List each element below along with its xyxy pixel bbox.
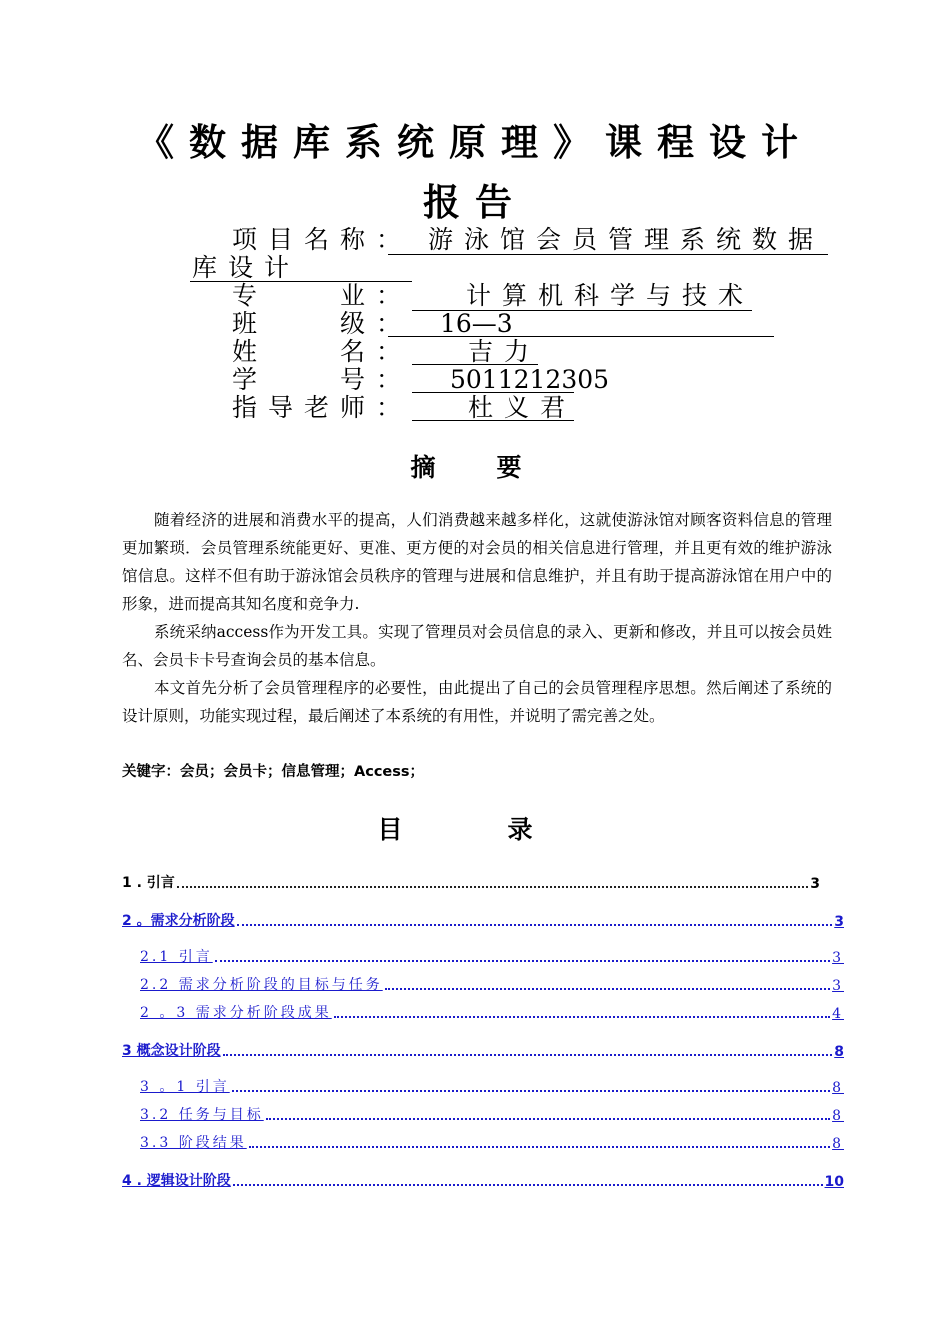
toc-item-2-1[interactable]: [140, 946, 844, 966]
toc-leader-dots: [334, 1016, 830, 1018]
toc-item-4[interactable]: [122, 1170, 844, 1190]
toc-item-2-2[interactable]: [140, 974, 844, 994]
toc-item-3-3[interactable]: [140, 1132, 844, 1152]
toc-leader-dots: [266, 1118, 830, 1120]
toc-page-number: 4: [832, 1006, 844, 1022]
toc-page-number: 3: [832, 950, 844, 966]
toc-item-label: 2.2 需求分析阶段的目标与任务: [140, 977, 383, 993]
toc-item-3[interactable]: [122, 1040, 844, 1060]
toc-item-2[interactable]: [122, 910, 844, 930]
teacher-label: 指导老师：: [232, 393, 413, 422]
toc-item-label: 2 。3 需求分析阶段成果: [140, 1005, 332, 1021]
major-value: 计算机科学与技术: [466, 281, 755, 310]
toc-page-number: 8: [834, 1044, 844, 1060]
toc-item-label: 4 . 逻辑设计阶段: [122, 1173, 231, 1189]
toc-item-2-3[interactable]: [140, 1002, 844, 1022]
class-label: 班 级：: [232, 309, 413, 338]
student-id-value: 5011212305: [450, 365, 610, 394]
toc-page-number: 10: [824, 1174, 844, 1190]
toc-leader-dots: [237, 924, 833, 926]
toc-item-label: 1 . 引言: [122, 875, 175, 891]
toc-item-3-1[interactable]: [140, 1076, 844, 1096]
toc-item-label: 3.2 任务与目标: [140, 1107, 264, 1123]
toc-heading: 目 录: [377, 815, 573, 844]
abstract-paragraph-1: 随着经济的进展和消费水平的提高，人们消费越来越多样化，这就使游泳馆对顾客资料信息的管理更加繁琐．会员管理系统能更好、更准、更方便的对会员的相关信息进行管理，并且更有效的维护游泳馆信息。这样不但有助于游泳馆会员秩序的管理与进展和信息维护，并且有助于提高游泳馆在用户中的形象，进而提高其知名度和竞争力.: [122, 511, 832, 613]
toc-item-3-2[interactable]: [140, 1104, 844, 1124]
class-value: 16—3: [440, 309, 513, 338]
toc-leader-dots: [223, 1054, 833, 1056]
toc-page-number: 8: [832, 1136, 844, 1152]
toc-item-label: 2.1 引言: [140, 949, 213, 965]
toc-leader-dots: [385, 988, 830, 990]
teacher-value: 杜义君: [468, 393, 577, 422]
class-underline: [388, 336, 774, 337]
toc-leader-dots: [233, 1184, 823, 1186]
project-name-value-line2: 库设计: [192, 253, 301, 282]
toc-page-number: 3: [834, 914, 844, 930]
abstract-paragraph-3: 本文首先分析了会员管理程序的必要性，由此提出了自己的会员管理程序思想。然后阐述了系统的设计原则，功能实现过程，最后阐述了本系统的有用性，并说明了需完善之处。: [122, 679, 832, 725]
project-name-value-line1: 游泳馆会员管理系统数据: [428, 225, 825, 254]
abstract-paragraph-2: 系统采纳access作为开发工具。实现了管理员对会员信息的录入、更新和修改，并且可以按会员姓名、会员卡卡号查询会员的基本信息。: [122, 623, 832, 669]
toc-leader-dots: [215, 960, 830, 962]
toc-leader-dots: [249, 1146, 830, 1148]
toc-item-1[interactable]: [122, 872, 820, 892]
toc-item-label: 3 概念设计阶段: [122, 1043, 221, 1059]
teacher-underline: [412, 420, 574, 421]
report-title-line2: 报告: [423, 181, 527, 224]
keywords: 关键字：会员；会员卡；信息管理；Access；: [122, 764, 425, 780]
toc-page-number: 3: [810, 876, 820, 892]
major-label: 专 业：: [232, 281, 413, 310]
project-name-underline: [388, 254, 828, 255]
report-title-line1: 《数据库系统原理》课程设计: [137, 121, 813, 164]
toc-leader-dots: [232, 1090, 830, 1092]
name-label: 姓 名：: [232, 337, 413, 366]
toc-item-label: 3 。1 引言: [140, 1079, 230, 1095]
toc-leader-dots: [177, 886, 808, 888]
name-value: 吉力: [468, 337, 541, 366]
toc-page-number: 8: [832, 1108, 844, 1124]
abstract-heading: 摘 要: [410, 453, 540, 482]
project-name-label: 项目名称：: [232, 225, 413, 254]
toc-item-label: 2 。需求分析阶段: [122, 913, 235, 929]
toc-page-number: 8: [832, 1080, 844, 1096]
toc-page-number: 3: [832, 978, 844, 994]
student-id-label: 学 号：: [232, 365, 413, 394]
toc-item-label: 3.3 阶段结果: [140, 1135, 247, 1151]
